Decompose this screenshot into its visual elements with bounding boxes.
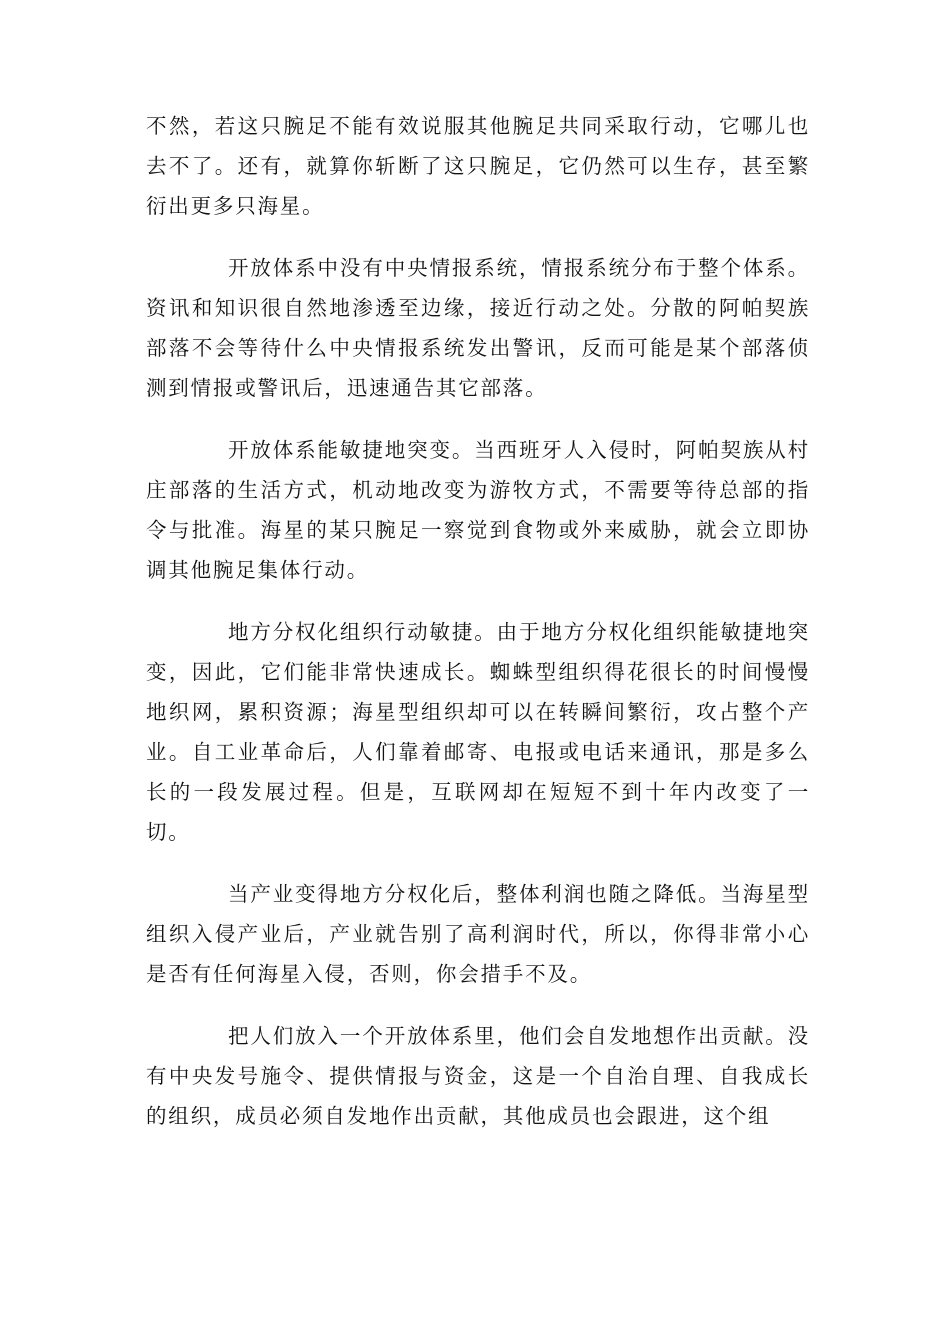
- paragraph-4: 地方分权化组织行动敏捷。由于地方分权化组织能敏捷地突变，因此，它们能非常快速成长。蜘蛛型组织得花很长的时间慢慢地织网，累积资源；海星型组织却可以在转瞬间繁衍，攻占整个产业。自工业革命后，人们靠着邮寄、电报或电话来通讯，那是多么长的一段发展过程。但是，互联网却在短短不到十年内改变了一切。: [146, 620, 810, 844]
- paragraph-6: 把人们放入一个开放体系里，他们会自发地想作出贡献。没有中央发号施令、提供情报与资金，这是一个自治自理、自我成长的组织，成员必须自发地作出贡献，其他成员也会跟进，这个组: [146, 1024, 810, 1128]
- paragraph-5: 当产业变得地方分权化后，整体利润也随之降低。当海星型组织入侵产业后，产业就告别了高利润时代，所以，你得非常小心是否有任何海星入侵，否则，你会措手不及。: [146, 882, 810, 986]
- paragraph-1: 不然，若这只腕足不能有效说服其他腕足共同采取行动，它哪儿也去不了。还有，就算你斩断了这只腕足，它仍然可以生存，甚至繁衍出更多只海星。: [146, 114, 810, 218]
- paragraph-2: 开放体系中没有中央情报系统，情报系统分布于整个体系。资讯和知识很自然地渗透至边缘，接近行动之处。分散的阿帕契族部落不会等待什么中央情报系统发出警讯，反而可能是某个部落侦测到情报或警讯后，迅速通告其它部落。: [146, 256, 810, 400]
- document-page: [146, 106, 810, 1158]
- paragraph-3: 开放体系能敏捷地突变。当西班牙人入侵时，阿帕契族从村庄部落的生活方式，机动地改变为游牧方式，不需要等待总部的指令与批准。海星的某只腕足一察觉到食物或外来威胁，就会立即协调其他腕足集体行动。: [146, 438, 810, 582]
